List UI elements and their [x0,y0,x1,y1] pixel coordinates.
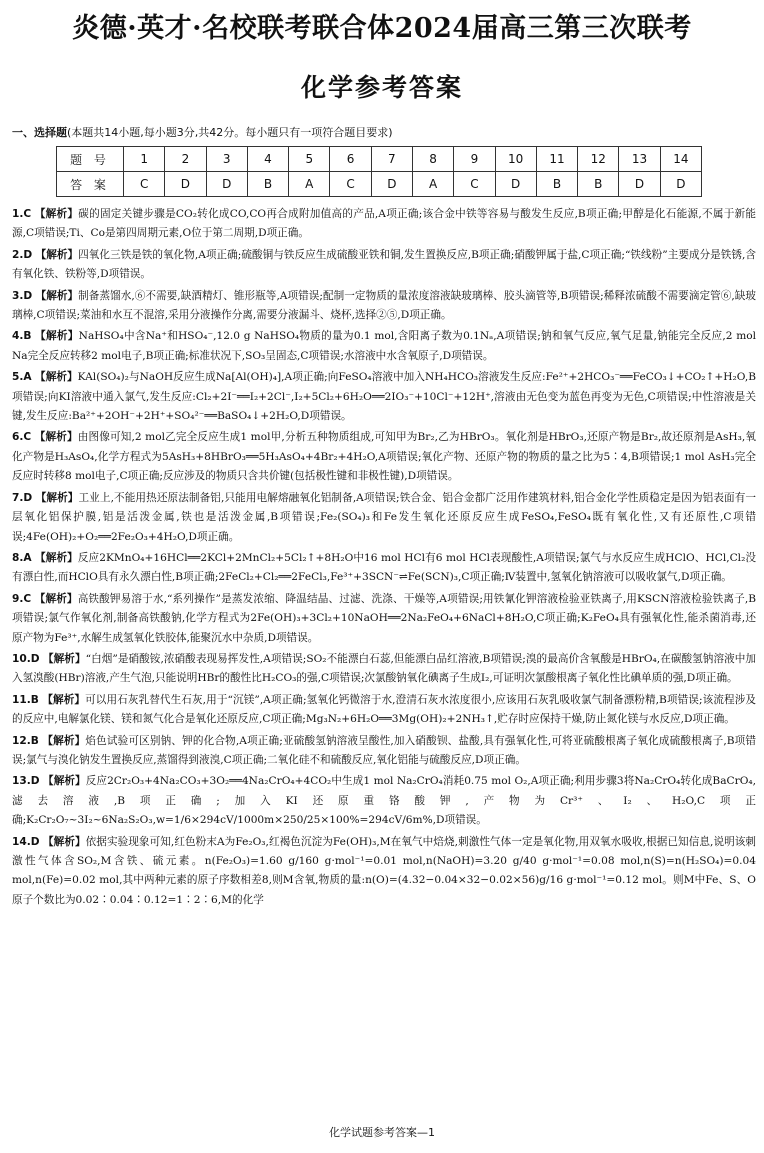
answer-cell: D [371,172,412,197]
question-number-cell: 2 [165,147,206,172]
answer-cell: C [454,172,495,197]
answer-cell: D [206,172,247,197]
answer-cell: D [165,172,206,197]
explanation-text: 依据实验现象可知,红色粉末A为Fe₂O₃,红褐色沉淀为Fe(OH)₃,M在氧气中焙烧,刺激性气体一定是氧化物,用双氧水吸收,根据已知信息,说明该刺激性气体含SO₂,M含铁、硫元素。n(Fe₂O₃)=1.60 g/160 g·mol⁻¹=0.01 mol,n(NaOH)=3.20 g/40 g·mol⁻¹=0.08 mol,n(S)=n(H₂SO₄)=0.04 mol,n(Fe)=0.02 mol,其中两种元素的原子序数相差8,则M含氧,物质的量:n(O)=(4.32−0.04×32−0.02×56)g/16 g·mol⁻¹=0.12 mol。则M中Fe、S、O原子个数比为0.02∶0.04∶0.12=1∶2∶6,M的化学 [12,835,757,906]
question-number-cell: 11 [536,147,577,172]
explanation-item [12,368,756,426]
answer-cell: A [412,172,453,197]
answer-cell: B [536,172,577,197]
explanation-text: 碳的固定关键步骤是CO₂转化成CO,CO再合成附加值高的产品,A项正确;该合金中铁等容易与酸发生反应,B项正确;甲醇是化石能源,不属于新能源,C项错误;Ti、Co是第四周期元素,O位于第二周期,D项正确。 [12,208,756,240]
question-number-cell: 14 [660,147,701,172]
row-label-answers: 答 案 [57,172,124,197]
explanation-text: 反应2KMnO₄+16HCl══2KCl+2MnCl₂+5Cl₂↑+8H₂O中16 mol HCl有6 mol HCl表现酸性,A项错误;氯气与水反应生成HClO、HCl,Cl₂没有漂白性,而HClO具有永久漂白性,B项正确;2FeCl₂+Cl₂══2FeCl₃,Fe³⁺+3SCN⁻⇌Fe(SCN)₃,C项正确;Ⅳ装置中,氢氧化钠溶液可以吸收氯气,D项正确。 [12,551,757,584]
answer-cell: B [578,172,619,197]
question-answer-label: 3.D [12,289,33,302]
analysis-tag: 【解析】 [35,491,79,504]
explanations-list [12,205,756,912]
analysis-tag: 【解析】 [35,289,79,302]
explanation-item [12,549,756,588]
question-answer-label: 8.A [12,551,32,564]
explanation-text: 工业上,不能用热还原法制备铝,只能用电解熔融氧化铝制备,A项错误;铁合金、铝合金都广泛用作建筑材料,铝合金化学性质稳定是因为铝表面有一层氧化铝保护膜,铝是活泼金属,铁也是活泼金属,B项错误;Fe₂(SO₄)₃和Fe发生氧化还原反应生成FeSO₄,FeSO₄既有氧化性,又有还原性,C项错误;4Fe(OH)₂+O₂══2Fe₂O₃+4H₂O,D项正确。 [12,491,757,543]
question-answer-label: 2.D [12,248,33,261]
explanation-text: 高铁酸钾易溶于水,“系列操作”是蒸发浓缩、降温结晶、过滤、洗涤、干燥等,A项错误;用铁氰化钾溶液检验亚铁离子,用KSCN溶液检验铁离子,B项错误;氯气作氧化剂,制备高铁酸钠,化学方程式为2Fe(OH)₃+3Cl₂+10NaOH══2Na₂FeO₄+6NaCl+8H₂O,C项正确;K₂FeO₄具有强氧化性,能杀菌消毒,还原产物为Fe³⁺,水解生成氢氧化铁胶体,能聚沉水中杂质,D项错误。 [12,592,757,644]
explanation-item [12,287,756,326]
answer-cell: C [124,172,165,197]
explanation-item [12,327,756,366]
analysis-tag: 【解析】 [43,652,86,665]
question-number-cell: 9 [454,147,495,172]
explanation-item [12,205,756,244]
question-answer-label: 10.D [12,652,40,665]
answer-cell: B [247,172,288,197]
question-number-cell: 6 [330,147,371,172]
question-answer-label: 4.B [12,330,32,343]
section-label: 一、选择题 [12,126,67,139]
explanation-item [12,833,756,911]
explanation-text: NaHSO₄中含Na⁺和HSO₄⁻,12.0 g NaHSO₄物质的量为0.1 mol,含阳离子数为0.1Nₐ,A项错误;钠和氧气反应,氧气足量,钠能完全反应,2 mol Na完全反应转移2 mol电子,B项正确;标准状况下,SO₃呈固态,C项错误;水溶液中水含氧原子,D项错误。 [12,330,757,362]
analysis-tag: 【解析】 [43,775,86,788]
question-number-cell: 4 [247,147,288,172]
exam-header: 炎德·英才·名校联考联合体2024届高三第三次联考 [72,13,692,44]
question-number-cell: 3 [206,147,247,172]
question-answer-label: 13.D [12,775,40,788]
analysis-tag: 【解析】 [35,330,79,343]
question-answer-label: 7.D [12,491,33,504]
answer-cell: A [289,172,330,197]
explanation-item [12,428,756,486]
table-row-numbers [57,147,702,172]
explanation-item [12,650,756,689]
analysis-tag: 【解析】 [42,734,86,747]
explanation-text: 四氧化三铁是铁的氧化物,A项正确;硫酸铜与铁反应生成硫酸亚铁和铜,发生置换反应,B项正确;硝酸钾属于盐,C项正确;“铁线粉”主要成分是铁锈,含有氧化铁、铁粉等,D项错误。 [12,248,757,281]
explanation-text: 由图像可知,2 mol乙完全反应生成1 mol甲,分析五种物质组成,可知甲为Br₂,乙为HBrO₃。氧化剂是HBrO₃,还原产物是Br₂,故还原剂是AsH₃,氧化产物是H₃AsO₄,化学方程式为5AsH₃+8HBrO₃══5H₃AsO₄+4Br₂+4H₂O,A项错误;氧化产物、还原产物的物质的量之比为5∶4,B项错误;1 mol AsH₃完全反应时转移8 mol电子,C项正确;反应涉及的物质只含共价键(包括极性键和非极性键),D项错误。 [12,431,756,483]
answer-cell: C [330,172,371,197]
page-footer: 化学试题参考答案—1 [329,1126,435,1139]
analysis-tag: 【解析】 [34,431,78,444]
question-answer-label: 11.B [12,693,39,706]
explanation-item [12,772,756,830]
analysis-tag: 【解析】 [43,835,86,848]
section-note: (本题共14小题,每小题3分,共42分。每小题只有一项符合题目要求) [67,126,393,139]
answer-cell: D [619,172,660,197]
question-number-cell: 8 [412,147,453,172]
explanation-text: KAl(SO₄)₂与NaOH反应生成Na[Al(OH)₄],A项正确;向FeSO₄溶液中加入NH₄HCO₃溶液发生反应:Fe²⁺+2HCO₃⁻══FeCO₃↓+CO₂↑+H₂O,B项错误;向KI溶液中通入氯气,发生反应:Cl₂+2I⁻══I₂+2Cl⁻,I₂+5Cl₂+6H₂O══2IO₃⁻+10Cl⁻+12H⁺,溶液由无色变为蓝色再变为无色,C项错误;中性溶液是关键,发生反应:Ba²⁺+2OH⁻+2H⁺+SO₄²⁻══BaSO₄↓+2H₂O,D项错误。 [12,371,757,423]
question-number-cell: 7 [371,147,412,172]
explanation-text: 可以用石灰乳替代生石灰,用于“沉镁”,A项正确;氢氧化钙微溶于水,澄清石灰水浓度很小,应该用石灰乳吸收氯气制备漂粉精,B项错误;该流程涉及的反应中,电解氯化镁、镁和氮气化合是氧化还原反应,C项正确;Mg₃N₂+6H₂O══3Mg(OH)₂+2NH₃↑,贮存时应保持干燥,防止氮化镁与水反应,D项正确。 [12,693,756,726]
explanation-item [12,246,756,285]
page-title: 化学参考答案 [300,73,463,102]
explanation-item [12,691,756,730]
table-row-answers [57,172,702,197]
answer-table [56,146,702,197]
answer-cell: D [495,172,536,197]
row-label-numbers: 题 号 [57,147,124,172]
answer-cell: D [660,172,701,197]
question-answer-label: 14.D [12,835,40,848]
question-number-cell: 5 [289,147,330,172]
section-heading [12,124,393,140]
question-answer-label: 1.C [12,208,32,220]
question-answer-label: 9.C [12,592,32,605]
question-answer-label: 12.B [12,734,39,747]
analysis-tag: 【解析】 [42,693,86,706]
question-number-cell: 13 [619,147,660,172]
question-number-cell: 10 [495,147,536,172]
explanation-text: “白烟”是硝酸铵,浓硝酸表现易挥发性,A项错误;SO₂不能漂白石蕊,但能漂白品红溶液,B项错误;溴的最高价含氧酸是HBrO₄,在碳酸氢钠溶液中加入氢溴酸(HBr)溶液,产生气泡,只能说明HBr的酸性比H₂CO₃的强,C项错误;次氯酸钠氧化碘离子生成I₂,可证明次氯酸根离子氧化性比碘单质的强,D项正确。 [12,652,757,685]
analysis-tag: 【解析】 [35,551,78,564]
question-number-cell: 12 [578,147,619,172]
explanation-text: 焰色试验可区别钠、钾的化合物,A项正确;亚硫酸氢钠溶液呈酸性,加入硝酸钡、盐酸,具有强氧化性,可将亚硫酸根离子氧化成硫酸根离子,B项错误;氯气与溴化钠发生置换反应,蒸馏得到液溴,C项正确;二氧化硅不和硫酸反应,氧化铝能与硫酸反应,D项正确。 [12,734,757,766]
explanation-text: 反应2Cr₂O₃+4Na₂CO₃+3O₂══4Na₂CrO₄+4CO₂中生成1 mol Na₂CrO₄消耗0.75 mol O₂,A项正确;利用步骤3将Na₂CrO₄转化成BaCrO₄,滤去溶液,B项正确;加入KI还原重铬酸钾,产物为Cr³⁺、I₂、H₂O,C项正确;K₂Cr₂O₇~3I₂~6Na₂S₂O₃,w=1/6×294cV/1000m×250/25×100%=294cV/6m%,D项错误。 [12,775,756,827]
explanation-item [12,590,756,648]
analysis-tag: 【解析】 [34,592,78,605]
analysis-tag: 【解析】 [34,208,79,220]
explanation-text: 制备蒸馏水,⑥不需要,缺酒精灯、锥形瓶等,A项错误;配制一定物质的量浓度溶液缺玻璃棒、胶头滴管等,B项错误;稀释浓硫酸不需要滴定管⑥,缺玻璃棒,C项错误;菜油和水互不混溶,采用分液操作分离,需要分液漏斗、烧杯,选择②⑤,D项正确。 [12,289,757,322]
question-number-cell: 1 [124,147,165,172]
explanation-item [12,732,756,771]
explanation-item [12,489,756,547]
analysis-tag: 【解析】 [35,371,78,384]
analysis-tag: 【解析】 [35,248,79,261]
question-answer-label: 5.A [12,371,32,384]
question-answer-label: 6.C [12,431,32,444]
